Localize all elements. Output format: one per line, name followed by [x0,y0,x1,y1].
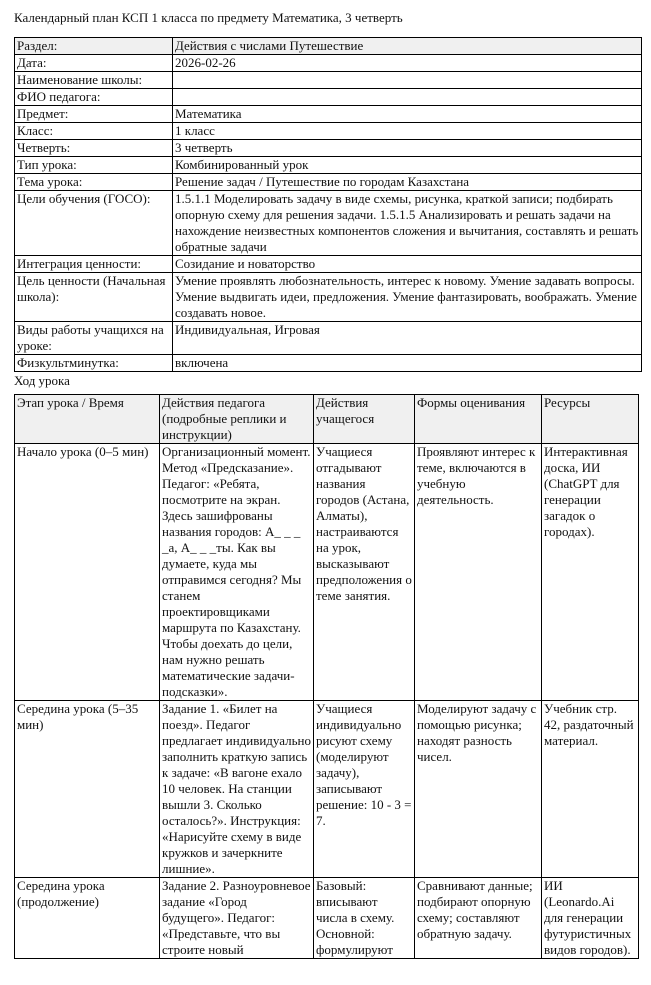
info-label: Тема урока: [15,174,173,191]
document-title: Календарный план КСП 1 класса по предмету Математика, 3 четверть [14,10,403,25]
header-assessment: Формы оценивания [415,395,542,444]
info-value: Умение проявлять любознательность, интерес к новому. Умение задавать вопросы. Умение выдвигать идеи, предложения. Умение фантазировать, воображать. Умение создавать новое. [173,273,642,322]
info-row [15,273,642,322]
info-label: Дата: [15,55,173,72]
student-actions-cell: Учащиеся отгадывают названия городов (Астана, Алматы), настраиваются на урок, высказывают предположения о теме занятия. [314,444,415,701]
assessment-cell: Проявляют интерес к теме, включаются в учебную деятельность. [415,444,542,701]
info-value: Созидание и новаторство [173,256,642,273]
lesson-info-table [14,37,642,372]
stage-cell: Середина урока (5–35 мин) [15,701,160,878]
info-label: Раздел: [15,38,173,55]
info-value: Индивидуальная, Игровая [173,322,642,355]
info-value: 1.5.1.1 Моделировать задачу в виде схемы, рисунка, краткой записи; подбирать опорную схему для решения задачи. 1.5.1.5 Анализировать и решать задачи на нахождение неизвестных компонентов сложения и вычитания, составлять и решать обратные задачи [173,191,642,256]
info-value: Комбинированный урок [173,157,642,174]
info-row [15,140,642,157]
info-value: 2026-02-26 [173,55,642,72]
info-row [15,157,642,174]
stage-cell: Начало урока (0–5 мин) [15,444,160,701]
assessment-cell: Моделируют задачу с помощью рисунка; находят разность чисел. [415,701,542,878]
info-label: Предмет: [15,106,173,123]
plan-row [15,444,639,701]
plan-row [15,878,639,959]
info-label: Наименование школы: [15,72,173,89]
teacher-actions-cell: Задание 1. «Билет на поезд». Педагог предлагает индивидуально заполнить краткую запись к задаче: «В вагоне ехало 10 человек. На станции вышли 3. Сколько осталось?». Инструкция: «Нарисуйте схему в виде кружков и зачеркните лишние». [160,701,314,878]
info-value: включена [173,355,642,372]
info-label: Физкультминутка: [15,355,173,372]
info-value [173,72,642,89]
teacher-actions-cell: Организационный момент. Метод «Предсказание». Педагог: «Ребята, посмотрите на экран. Здесь зашифрованы названия городов: А_ _ _ _а, А_ _ _ты. Как вы думаете, куда мы отправимся сегодня? Мы станем проектировщиками маршрута по Казахстану. Чтобы доехать до цели, нам нужно решать математические задачи-подсказки». [160,444,314,701]
resources-cell: Учебник стр. 42, раздаточный материал. [542,701,639,878]
plan-row [15,701,639,878]
info-row [15,38,642,55]
lesson-plan-table [14,394,639,959]
header-teacher-actions: Действия педагога (подробные реплики и инструкции) [160,395,314,444]
info-row [15,256,642,273]
header-stage: Этап урока / Время [15,395,160,444]
resources-cell: Интерактивная доска, ИИ (ChatGPT для генерации загадок о городах). [542,444,639,701]
info-row [15,72,642,89]
stage-cell: Середина урока (продолжение) [15,878,160,959]
info-row [15,174,642,191]
info-label: ФИО педагога: [15,89,173,106]
info-row [15,191,642,256]
info-value [173,89,642,106]
info-row [15,89,642,106]
student-actions-cell: Учащиеся индивидуально рисуют схему (моделируют задачу), записывают решение: 10 - 3 = 7. [314,701,415,878]
info-label: Цель ценности (Начальная школа): [15,273,173,322]
info-value: Математика [173,106,642,123]
info-value: 1 класс [173,123,642,140]
info-row [15,123,642,140]
info-label: Класс: [15,123,173,140]
header-student-actions: Действия учащегося [314,395,415,444]
info-label: Виды работы учащихся на уроке: [15,322,173,355]
info-label: Цели обучения (ГОСО): [15,191,173,256]
info-value: Решение задач / Путешествие по городам Казахстана [173,174,642,191]
info-row [15,322,642,355]
assessment-cell: Сравнивают данные; подбирают опорную схему; составляют обратную задачу. [415,878,542,959]
info-value: Действия с числами Путешествие [173,38,642,55]
header-resources: Ресурсы [542,395,639,444]
info-label: Четверть: [15,140,173,157]
info-row [15,55,642,72]
plan-header-row [15,395,639,444]
info-row [15,106,642,123]
student-actions-cell: Базовый: вписывают числа в схему. Основной: формулируют [314,878,415,959]
info-row [15,355,642,372]
teacher-actions-cell: Задание 2. Разноуровневое задание «Город будущего». Педагог: «Представьте, что вы строите новый [160,878,314,959]
resources-cell: ИИ (Leonardo.Ai для генерации футуристичных видов городов). [542,878,639,959]
info-value: 3 четверть [173,140,642,157]
info-label: Тип урока: [15,157,173,174]
lesson-flow-title: Ход урока [14,373,70,388]
info-label: Интеграция ценности: [15,256,173,273]
